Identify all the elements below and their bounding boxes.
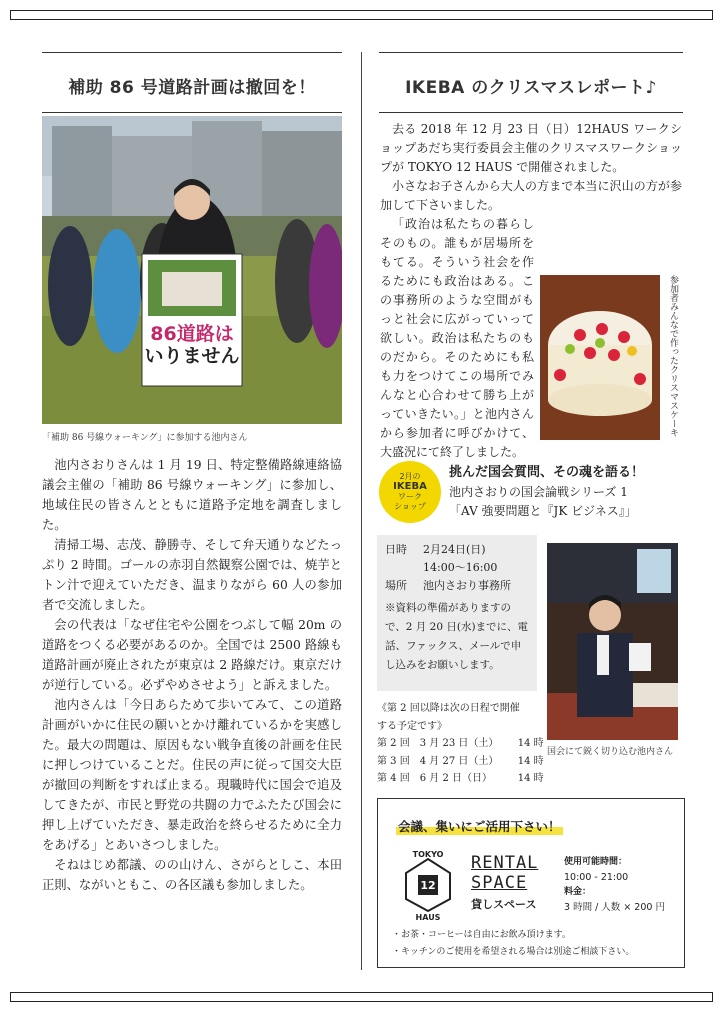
left-headline-rule-top xyxy=(42,52,342,53)
left-paragraph: 池内さんは「今日あらためて歩いてみて、この道路計画がいかに住民の願いとかけ離れているかを実感した。最大の問題は、原因もない戦争直後の計画を住民に押しつけていることだ。住民の声に従って国交大臣が撤回の判断をすれば止まる。現職時代に国会で追及してきたが、市民と野党の共闘の力でふたたび国会に押し上げていただき、暴走政治を終らせるために全力をあげる」とあいさつしました。 xyxy=(42,698,342,852)
diet-photo-caption: 国会にて鋭く切り込む池内さん xyxy=(547,747,674,757)
schedule-time: 14 時 xyxy=(517,738,544,749)
column-divider xyxy=(361,52,362,970)
fee-value: 3 時間 / 人数 × 200 円 xyxy=(564,902,665,913)
hours-value: 10:00 - 21:00 xyxy=(564,872,629,883)
hours-label: 使用可能時間： xyxy=(564,857,628,867)
schedule-time: 14 時 xyxy=(517,755,544,767)
walking-photo xyxy=(42,116,342,424)
left-paragraph: そねはじめ都議、のの山けん、さがらとしこ、本田正則、ながいともこ、の各区議も参加しました。 xyxy=(42,858,342,892)
right-paragraph: 小さなお子さんから大人の方まで本当に沢山の方が参加して下さいました。 xyxy=(380,179,682,212)
date-value: 2月24日(日) xyxy=(423,543,486,556)
cake-photo xyxy=(540,275,660,440)
sign-text-line1: 86道路は xyxy=(150,323,234,345)
left-headline: 補助 86 号道路計画は撤回を！ xyxy=(68,78,316,98)
schedule-date: 6 月 2 日（日） xyxy=(419,773,492,784)
workshop-badge xyxy=(379,461,441,523)
space-word: SPACE xyxy=(471,873,528,893)
schedule-intro-2: する予定です》 xyxy=(377,720,447,732)
right-paragraph: 「政治は私たちの暮らしそのもの。誰もが居場所をもてる。そういう社会を作るためにも政治はある。この事務所のような空間がもっと社会に広がっていって欲しい。政治は私たちのものだから。そのためにも私も力をつけてこの場所でみんなと心合わせて勝ち上がっていきたい。」と池内さんから参加者に呼びかけて、大盛況にて終了しました。 xyxy=(380,217,534,459)
right-article-quote xyxy=(380,215,682,462)
place-label: 場所 xyxy=(385,579,407,592)
sign-text-line2: いりません xyxy=(144,345,240,367)
badge-line1: 2月の xyxy=(399,472,421,481)
ad-note: ・キッチンのご使用を希望される場合は別途ご相談下さい。 xyxy=(392,947,635,957)
ad-note: ・お茶・コーヒーは自由にお飲み頂けます。 xyxy=(392,930,571,940)
schedule-date: 4 月 27 日（土） xyxy=(419,755,499,767)
rental-space-logotype xyxy=(471,853,538,893)
badge-line2: IKEBA xyxy=(393,481,427,492)
date-label: 日時 xyxy=(385,543,407,556)
seminar-subtitle: 池内さおりの国会論戦シリーズ 1 xyxy=(449,485,628,499)
cake-photo-block xyxy=(540,275,682,440)
right-headline: IKEBA のクリスマスレポート♪ xyxy=(405,78,657,98)
badge-line3: ワーク xyxy=(398,492,422,501)
tokyo-12-haus-logo xyxy=(392,849,464,921)
event-details-box xyxy=(377,535,537,691)
ad-title: 会議、集いにご活用下さい！ xyxy=(398,819,561,834)
schedule-row xyxy=(377,753,544,771)
svg-text:TOKYO: TOKYO xyxy=(412,850,444,859)
right-paragraph: 去る 2018 年 12 月 23 日（日）12HAUS ワークショップあだち実行委員会主催のクリスマスワークショップが TOKYO 12 HAUS で開催されました。 xyxy=(380,122,682,174)
badge-line4: ショップ xyxy=(394,502,426,511)
left-headline-rule-bottom xyxy=(42,112,342,113)
left-paragraph: 会の代表は「なぜ住宅や公園をつぶして幅 20m の道路をつくる必要があるのか。全国では 2500 路線も道路計画が廃止されたが東京は 2 路線だけ。東京だけが逆行している。必ずやめさせよう」と訴えました。 xyxy=(42,618,342,692)
right-article-top xyxy=(380,120,682,215)
fee-label: 料金： xyxy=(564,887,592,897)
svg-text:12: 12 xyxy=(420,879,436,892)
svg-text:HAUS: HAUS xyxy=(415,913,441,921)
right-headline-rule-top xyxy=(379,52,683,53)
left-article-body xyxy=(42,455,342,895)
schedule-intro-1: 《第 2 回以降は次の日程で開催 xyxy=(377,703,520,714)
place-value: 池内さおり事務所 xyxy=(423,579,511,592)
schedule-no: 第 2 回 xyxy=(377,738,410,749)
cake-photo-caption: 参加者みんなで作ったクリスマスケーキ xyxy=(668,275,678,437)
rental-word: RENTAL xyxy=(471,853,539,873)
schedule-time: 14 時 xyxy=(517,773,544,784)
diet-photo xyxy=(547,543,678,740)
schedule-row xyxy=(377,770,544,788)
application-note: ※資料の準備がありますので、2 月 20 日(水)までに、電話、ファックス、メールで申し込みをお願いします。 xyxy=(385,602,529,671)
rental-space-ad xyxy=(377,798,685,968)
ad-notes xyxy=(392,927,634,961)
top-frame-bar xyxy=(10,10,713,20)
schedule-no: 第 3 回 xyxy=(377,755,410,767)
walking-photo-caption: 「補助 86 号線ウォーキング」に参加する池内さん xyxy=(42,433,248,443)
seminar-theme: 「AV 強要問題と『JK ビジネス』」 xyxy=(449,504,637,518)
schedule-row xyxy=(377,735,544,753)
seminar-title: 挑んだ国会質問、その魂を語る！ xyxy=(449,465,645,480)
time-value: 14:00〜16:00 xyxy=(423,561,498,574)
right-headline-rule-bottom xyxy=(379,112,683,113)
schedule-list xyxy=(377,700,544,788)
bottom-frame-bar xyxy=(10,992,713,1002)
schedule-no: 第 4 回 xyxy=(377,773,410,784)
rental-jp-label: 貸しスペース xyxy=(471,898,537,911)
ad-info xyxy=(564,855,665,915)
schedule-date: 3 月 23 日（土） xyxy=(419,738,499,749)
left-paragraph: 清掃工場、志茂、静勝寺、そして弁天通りなどたっぷり 2 時間。ゴールの赤羽自然観察公園では、焼芋とトン汁で迎えていただき、温まりながら 60 人の参加者で交流しました。 xyxy=(42,538,342,612)
left-paragraph: 池内さおりさんは 1 月 19 日、特定整備路線連絡協議会主催の「補助 86 号線ウォーキング」に参加し、地域住民の皆さんとともに道路予定地を調査しました。 xyxy=(42,458,342,532)
